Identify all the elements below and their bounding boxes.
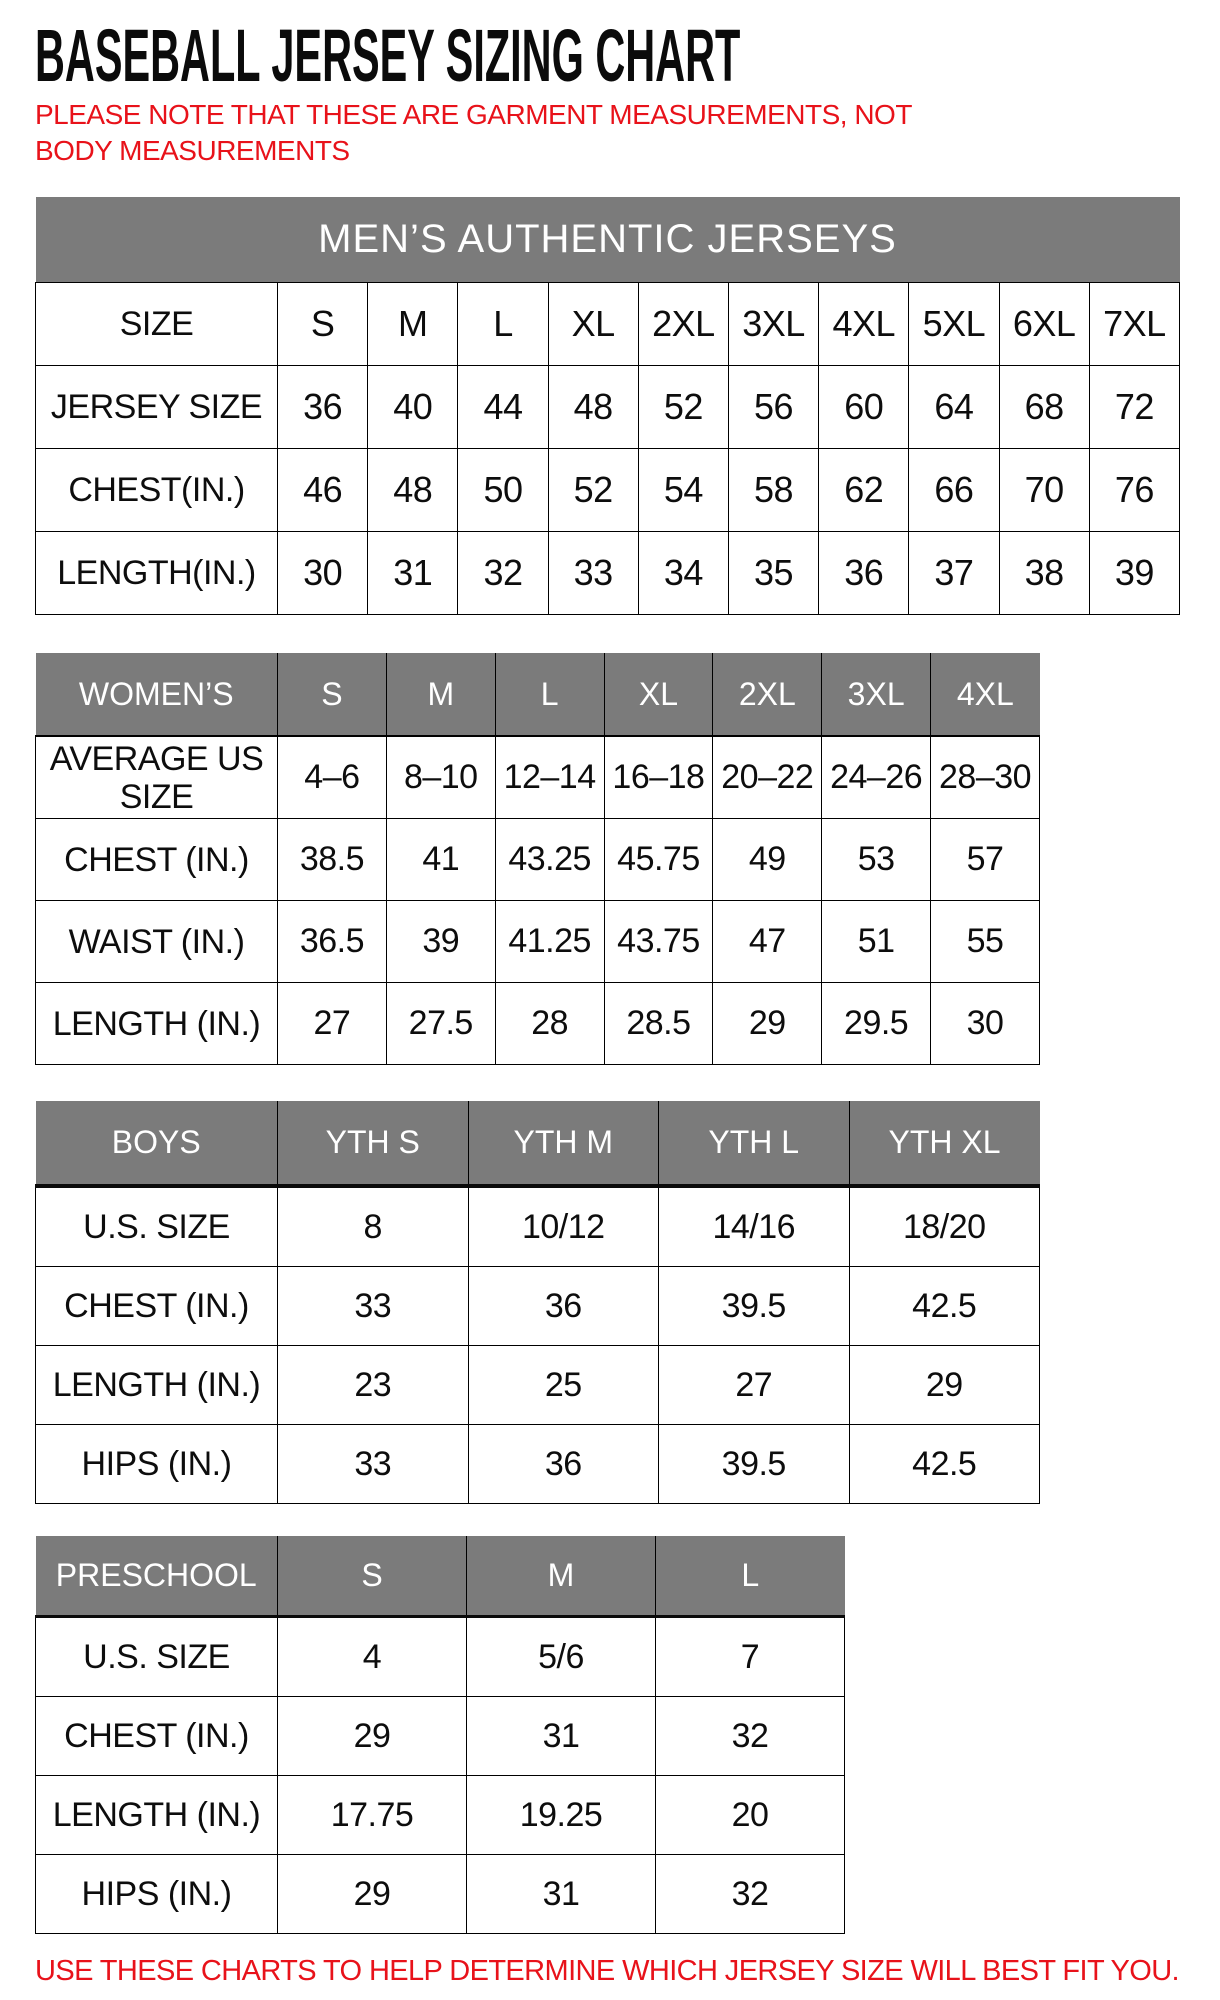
row-label-cell: LENGTH (IN.) (36, 1776, 278, 1855)
row-label-cell: CHEST (IN.) (36, 1267, 278, 1346)
womens-table-header (36, 653, 1040, 736)
measurement-value-cell: 39.5 (659, 1267, 850, 1346)
measurement-value-cell: 45.75 (604, 819, 713, 901)
table-row (36, 901, 1040, 983)
preschool-table-header (36, 1536, 845, 1617)
measurement-value-cell: 43.25 (495, 819, 604, 901)
measurement-value-cell: 17.75 (278, 1776, 467, 1855)
measurement-value-cell: 28 (495, 983, 604, 1065)
measurement-value-cell: 27 (659, 1346, 850, 1425)
measurement-value-cell: 66 (909, 449, 999, 532)
measurement-value-cell: 27.5 (386, 983, 495, 1065)
measurement-value-cell: 31 (467, 1697, 656, 1776)
measurement-value-cell: 16–18 (604, 736, 713, 819)
measurement-value-cell: 52 (548, 449, 638, 532)
table-title-cell: WOMEN’S (36, 653, 278, 736)
size-column-header: L (495, 653, 604, 736)
table-row (36, 819, 1040, 901)
measurement-value-cell: 8–10 (386, 736, 495, 819)
table-row (36, 983, 1040, 1065)
preschool-sizing-table (35, 1536, 845, 1934)
measurement-value-cell: 43.75 (604, 901, 713, 983)
row-label-cell: WAIST (IN.) (36, 901, 278, 983)
row-label-cell: LENGTH (IN.) (36, 983, 278, 1065)
measurement-value-cell: 42.5 (849, 1425, 1040, 1504)
table-row (36, 1617, 845, 1697)
measurement-value-cell: 30 (931, 983, 1040, 1065)
measurement-value-cell: 33 (278, 1267, 469, 1346)
measurement-value-cell: 31 (467, 1855, 656, 1934)
measurement-value-cell: 72 (1089, 366, 1179, 449)
size-column-header: 3XL (822, 653, 931, 736)
measurement-value-cell: 54 (638, 449, 728, 532)
row-label-cell: HIPS (IN.) (36, 1855, 278, 1934)
table-title-cell: PRESCHOOL (36, 1536, 278, 1617)
fit-advice-note: USE THESE CHARTS TO HELP DETERMINE WHICH JERSEY SIZE WILL BEST FIT YOU. (35, 1955, 1179, 1988)
measurement-value-cell: 14/16 (659, 1186, 850, 1267)
measurement-value-cell: 4–6 (278, 736, 387, 819)
measurement-value-cell: 57 (931, 819, 1040, 901)
measurement-value-cell: 36 (468, 1267, 659, 1346)
measurement-value-cell: 36 (468, 1425, 659, 1504)
measurement-value-cell: 28–30 (931, 736, 1040, 819)
size-column-header: S (278, 1536, 467, 1617)
measurement-value-cell: 7 (656, 1617, 845, 1697)
measurement-value-cell: 29 (278, 1855, 467, 1934)
measurement-value-cell: 23 (278, 1346, 469, 1425)
measurement-value-cell: 41.25 (495, 901, 604, 983)
womens-header-row (36, 653, 1040, 736)
measurement-value-cell: 19.25 (467, 1776, 656, 1855)
size-column-header: 2XL (713, 653, 822, 736)
mens-table-banner: MEN’S AUTHENTIC JERSEYS (36, 197, 1180, 283)
measurement-value-cell: 2XL (638, 283, 728, 366)
table-title-cell: BOYS (36, 1101, 278, 1186)
measurement-value-cell: 35 (728, 532, 818, 615)
measurement-value-cell: L (458, 283, 548, 366)
size-column-header: S (278, 653, 387, 736)
measurement-value-cell: 36 (278, 366, 368, 449)
measurement-value-cell: 12–14 (495, 736, 604, 819)
mens-table-body (36, 283, 1180, 615)
measurement-value-cell: 3XL (728, 283, 818, 366)
measurement-value-cell: 47 (713, 901, 822, 983)
preschool-header-row (36, 1536, 845, 1617)
row-label-cell: U.S. SIZE (36, 1617, 278, 1697)
measurement-value-cell: 20–22 (713, 736, 822, 819)
measurement-value-cell: 29 (849, 1346, 1040, 1425)
size-column-header: M (386, 653, 495, 736)
table-row (36, 532, 1180, 615)
measurement-value-cell: 53 (822, 819, 931, 901)
mens-sizing-table (35, 197, 1180, 615)
measurement-value-cell: 40 (368, 366, 458, 449)
measurement-value-cell: 32 (458, 532, 548, 615)
measurement-value-cell: 32 (656, 1697, 845, 1776)
row-label-cell: CHEST(IN.) (36, 449, 278, 532)
row-label-cell: LENGTH(IN.) (36, 532, 278, 615)
measurement-value-cell: 48 (368, 449, 458, 532)
row-label-cell: HIPS (IN.) (36, 1425, 278, 1504)
measurement-value-cell: 39 (1089, 532, 1179, 615)
boys-table-body (36, 1186, 1040, 1504)
measurement-value-cell: 33 (548, 532, 638, 615)
table-row (36, 1186, 1040, 1267)
page-title: BASEBALL JERSEY SIZING CHART (35, 14, 741, 97)
table-row (36, 1776, 845, 1855)
measurement-value-cell: 38 (999, 532, 1089, 615)
womens-sizing-table (35, 653, 1040, 1065)
measurement-value-cell: 39.5 (659, 1425, 850, 1504)
size-column-header: YTH XL (849, 1101, 1040, 1186)
measurement-value-cell: 36.5 (278, 901, 387, 983)
measurement-value-cell: 56 (728, 366, 818, 449)
measurement-value-cell: 10/12 (468, 1186, 659, 1267)
measurement-value-cell: 33 (278, 1425, 469, 1504)
measurement-value-cell: M (368, 283, 458, 366)
measurement-value-cell: 44 (458, 366, 548, 449)
measurement-value-cell: 5XL (909, 283, 999, 366)
size-column-header: M (467, 1536, 656, 1617)
measurement-value-cell: 52 (638, 366, 728, 449)
measurement-value-cell: 25 (468, 1346, 659, 1425)
preschool-table-body (36, 1617, 845, 1934)
size-column-header: L (656, 1536, 845, 1617)
measurement-value-cell: 29.5 (822, 983, 931, 1065)
womens-table-body (36, 736, 1040, 1065)
measurement-value-cell: 39 (386, 901, 495, 983)
mens-table-header (36, 197, 1180, 283)
table-row (36, 1425, 1040, 1504)
size-column-header: YTH M (468, 1101, 659, 1186)
measurement-value-cell: 64 (909, 366, 999, 449)
row-label-cell: CHEST (IN.) (36, 1697, 278, 1776)
measurement-value-cell: 50 (458, 449, 548, 532)
measurement-value-cell: 30 (278, 532, 368, 615)
row-label-cell: CHEST (IN.) (36, 819, 278, 901)
measurement-value-cell: 5/6 (467, 1617, 656, 1697)
measurement-value-cell: 60 (819, 366, 909, 449)
size-column-header: YTH S (278, 1101, 469, 1186)
row-label-cell: JERSEY SIZE (36, 366, 278, 449)
table-row (36, 736, 1040, 819)
measurement-value-cell: 24–26 (822, 736, 931, 819)
measurement-value-cell: 49 (713, 819, 822, 901)
row-label-cell: SIZE (36, 283, 278, 366)
row-label-cell: U.S. SIZE (36, 1186, 278, 1267)
row-label-cell: LENGTH (IN.) (36, 1346, 278, 1425)
measurement-value-cell: 7XL (1089, 283, 1179, 366)
table-row (36, 1697, 845, 1776)
measurement-value-cell: 48 (548, 366, 638, 449)
measurement-value-cell: 36 (819, 532, 909, 615)
measurement-value-cell: 46 (278, 449, 368, 532)
measurement-value-cell: 42.5 (849, 1267, 1040, 1346)
measurement-value-cell: 20 (656, 1776, 845, 1855)
measurement-value-cell: 29 (713, 983, 822, 1065)
table-row (36, 283, 1180, 366)
size-column-header: YTH L (659, 1101, 850, 1186)
boys-table-header (36, 1101, 1040, 1186)
measurement-value-cell: 32 (656, 1855, 845, 1934)
measurement-value-cell: 38.5 (278, 819, 387, 901)
measurement-value-cell: 70 (999, 449, 1089, 532)
measurement-value-cell: 37 (909, 532, 999, 615)
measurement-value-cell: 62 (819, 449, 909, 532)
measurement-value-cell: 41 (386, 819, 495, 901)
size-column-header: 4XL (931, 653, 1040, 736)
table-row (36, 1346, 1040, 1425)
measurement-value-cell: 6XL (999, 283, 1089, 366)
row-label-cell: AVERAGE US SIZE (36, 736, 278, 819)
boys-header-row (36, 1101, 1040, 1186)
table-row (36, 1855, 845, 1934)
measurement-value-cell: 51 (822, 901, 931, 983)
table-row (36, 1267, 1040, 1346)
measurement-value-cell: 28.5 (604, 983, 713, 1065)
boys-sizing-table (35, 1101, 1040, 1504)
measurement-value-cell: S (278, 283, 368, 366)
size-column-header: XL (604, 653, 713, 736)
table-row (36, 449, 1180, 532)
measurement-value-cell: 34 (638, 532, 728, 615)
measurement-value-cell: 58 (728, 449, 818, 532)
garment-measurement-note: PLEASE NOTE THAT THESE ARE GARMENT MEASUREMENTS, NOT BODY MEASUREMENTS (35, 98, 912, 167)
measurement-value-cell: 31 (368, 532, 458, 615)
mens-banner-row (36, 197, 1180, 283)
measurement-value-cell: 8 (278, 1186, 469, 1267)
measurement-value-cell: 76 (1089, 449, 1179, 532)
measurement-value-cell: 4 (278, 1617, 467, 1697)
measurement-value-cell: XL (548, 283, 638, 366)
measurement-value-cell: 68 (999, 366, 1089, 449)
measurement-value-cell: 27 (278, 983, 387, 1065)
table-row (36, 366, 1180, 449)
measurement-value-cell: 4XL (819, 283, 909, 366)
measurement-value-cell: 18/20 (849, 1186, 1040, 1267)
measurement-value-cell: 29 (278, 1697, 467, 1776)
measurement-value-cell: 55 (931, 901, 1040, 983)
